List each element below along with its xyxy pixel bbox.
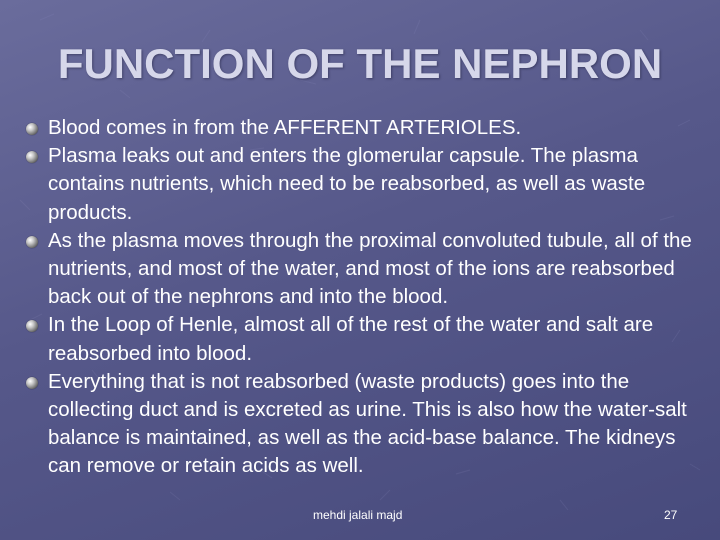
bullet-item (26, 227, 714, 312)
bullet-item (26, 368, 714, 481)
bullet-text: Blood comes in from the (48, 116, 274, 139)
bullet-item (26, 311, 714, 367)
sphere-bullet-icon (26, 320, 38, 332)
bullet-item (26, 114, 714, 142)
sphere-bullet-icon (26, 123, 38, 135)
bullet-emphasis: AFFERENT ARTERIOLES. (273, 116, 522, 139)
footer-author: mehdi jalali majd (313, 508, 403, 522)
bullet-text: In the Loop of Henle, almost all of the rest of the water and salt are reabsorbed into blood. (48, 313, 654, 365)
slide-title: FUNCTION OF THE NEPHRON (57, 40, 663, 87)
sphere-bullet-icon (26, 151, 38, 163)
sphere-bullet-icon (26, 377, 38, 389)
bullet-text: Everything that is not reabsorbed (waste products) goes into the collecting duct and is excreted as urine. This is also how the water-salt balance is maintained, as well as the acid-base balance. The kidneys can remove or retain acids as well. (48, 369, 687, 478)
bullet-text: Plasma leaks out and enters the glomerular capsule. The plasma contains nutrients, which need to be reabsorbed, as well as waste products. (48, 144, 646, 224)
bullet-item (26, 142, 714, 227)
bullet-text: As the plasma moves through the proximal convoluted tubule, all of the nutrients, and most of the water, and most of the ions are reabsorbed back out of the nephrons and into the blood. (48, 228, 692, 309)
bullet-list (26, 114, 714, 481)
page-number: 27 (664, 508, 678, 522)
sphere-bullet-icon (26, 236, 38, 248)
